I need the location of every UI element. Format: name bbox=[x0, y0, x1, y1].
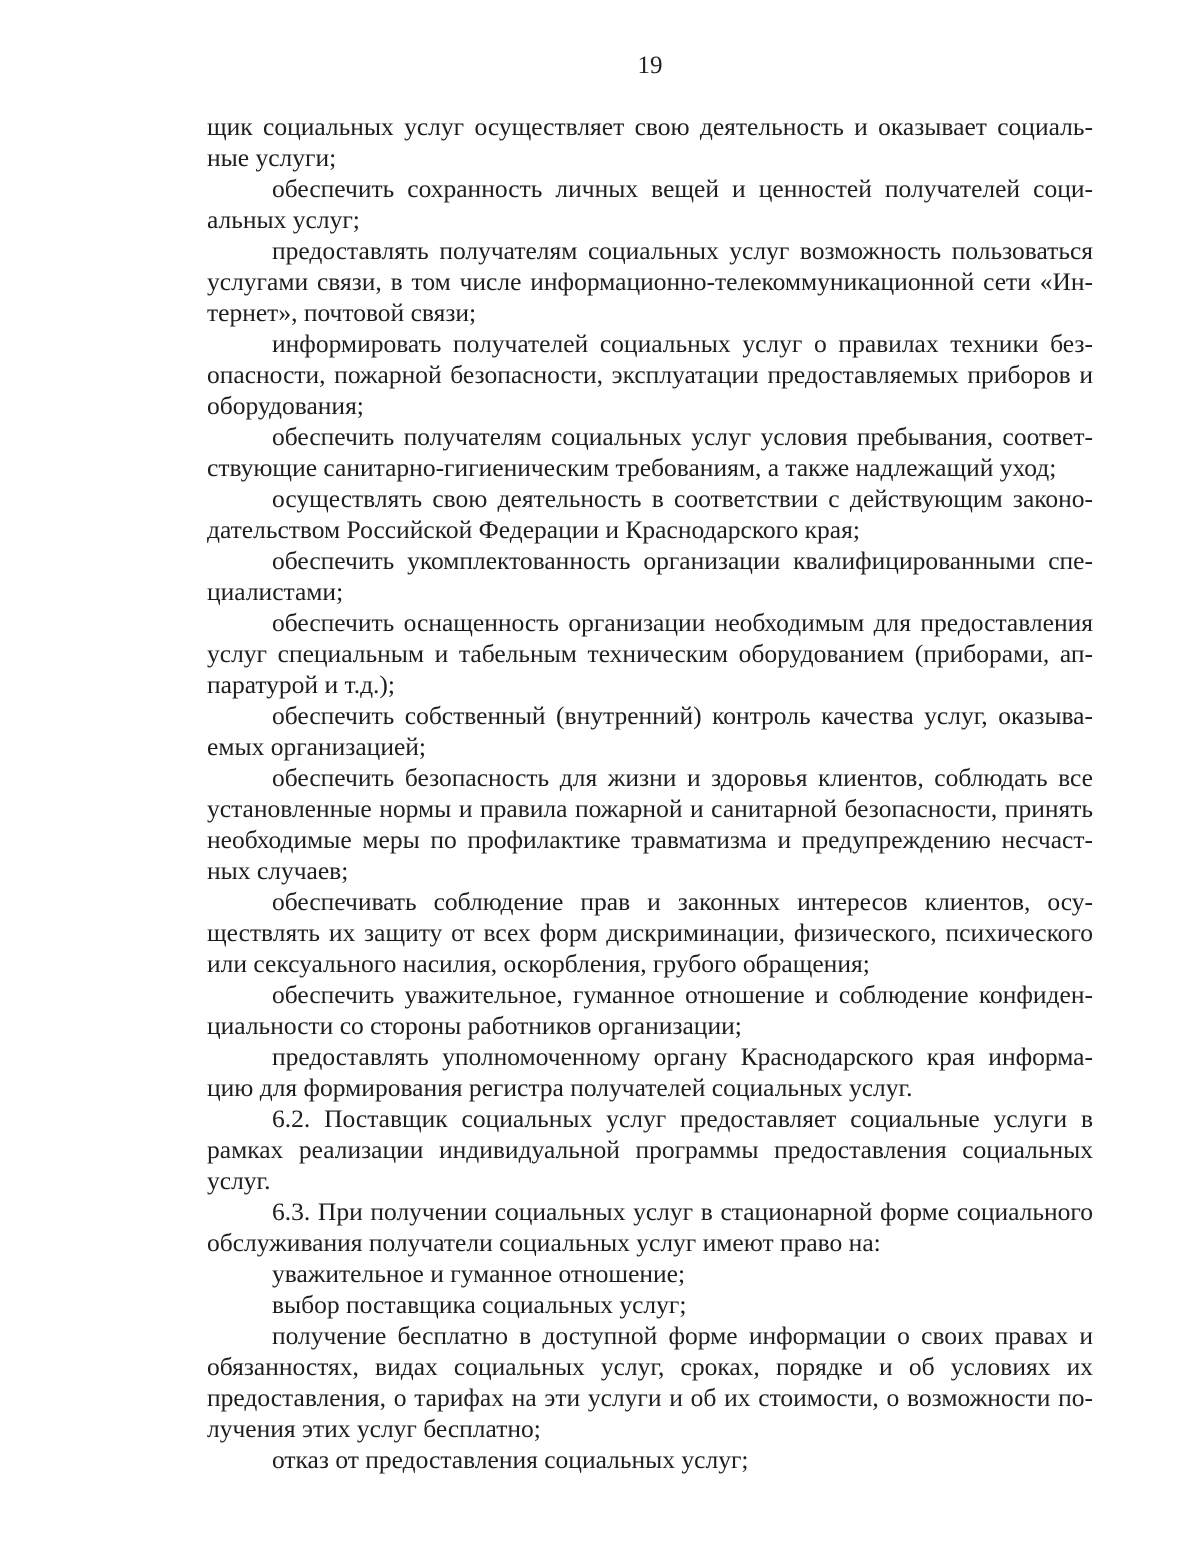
paragraph: уважительное и гуманное отношение; bbox=[272, 1259, 686, 1288]
paragraph: обеспечить получателям социальных услуг условия пребывания, соответ-ствующие санитарно-гигиеническим требованиям, а также надлежащий уход; bbox=[207, 422, 1093, 482]
paragraph: обеспечить оснащенность организации необходимым для предоставления услуг специальным и табельным техническим оборудованием (приборами, ап-паратурой и т.д.); bbox=[207, 608, 1093, 699]
paragraph: обеспечить уважительное, гуманное отношение и соблюдение конфиден-циальности со стороны работников организации; bbox=[207, 980, 1093, 1040]
paragraph: обеспечить собственный (внутренний) контроль качества услуг, оказыва-емых организацией; bbox=[207, 701, 1093, 761]
paragraph: обеспечить укомплектованность организации квалифицированными спе-циалистами; bbox=[207, 546, 1093, 606]
paragraph: 6.3. При получении социальных услуг в стационарной форме социального обслуживания получатели социальных услуг имеют право на: bbox=[207, 1197, 1093, 1257]
paragraph: предоставлять получателям социальных услуг возможность пользоваться услугами связи, в том числе информационно-телекоммуникационной сети «Ин-тернет», почтовой связи; bbox=[207, 236, 1093, 327]
paragraph: получение бесплатно в доступной форме информации о своих правах и обязанностях, видах социальных услуг, сроках, порядке и об условиях их предоставления, о тарифах на эти услуги и об их стоимости, о возможности по-лучения этих услуг бесплатно; bbox=[207, 1321, 1093, 1443]
page-number: 19 bbox=[637, 52, 663, 79]
paragraph: щик социальных услуг осуществляет свою деятельность и оказывает социаль-ные услуги; bbox=[207, 112, 1093, 172]
paragraph: обеспечивать соблюдение прав и законных интересов клиентов, осу-ществлять их защиту от всех форм дискриминации, физического, психического или сексуального насилия, оскорбления, грубого обращения; bbox=[207, 887, 1093, 978]
paragraph: выбор поставщика социальных услуг; bbox=[272, 1290, 687, 1319]
paragraph: обеспечить сохранность личных вещей и ценностей получателей соци-альных услуг; bbox=[207, 174, 1093, 234]
paragraph: информировать получателей социальных услуг о правилах техники без-опасности, пожарной безопасности, эксплуатации предоставляемых приборов и оборудования; bbox=[207, 329, 1093, 420]
paragraph: обеспечить безопасность для жизни и здоровья клиентов, соблюдать все установленные нормы и правила пожарной и санитарной безопасности, принять необходимые меры по профилактике травматизма и предупреждению несчаст-ных случаев; bbox=[207, 763, 1093, 885]
paragraph: 6.2. Поставщик социальных услуг предоставляет социальные услуги в рамках реализации индивидуальной программы предоставления социальных услуг. bbox=[207, 1104, 1093, 1195]
paragraph: предоставлять уполномоченному органу Краснодарского края информа-цию для формирования регистра получателей социальных услуг. bbox=[207, 1042, 1093, 1102]
document-body bbox=[207, 111, 1093, 1475]
paragraph: отказ от предоставления социальных услуг; bbox=[272, 1445, 749, 1474]
paragraph: осуществлять свою деятельность в соответствии с действующим законо-дательством Российской Федерации и Краснодарского края; bbox=[207, 484, 1093, 544]
